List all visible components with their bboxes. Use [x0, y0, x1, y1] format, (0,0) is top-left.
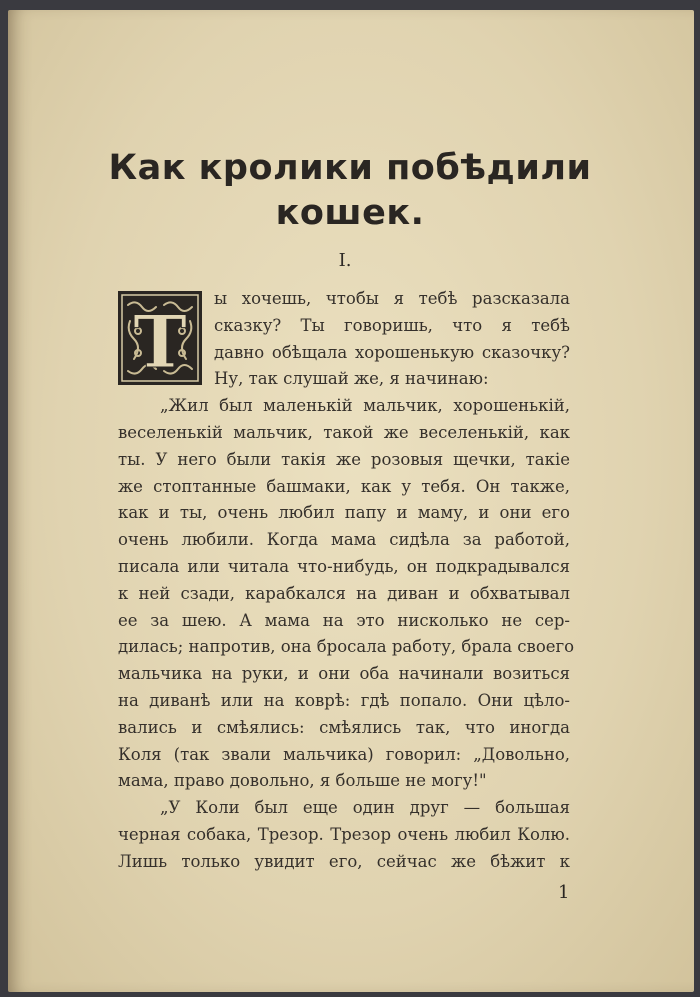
story-text: [118, 286, 575, 876]
text-line: веселенькій мальчик, такой же веселенькій, как: [118, 422, 570, 442]
text-line: вались и смѣялись: смѣялись так, что иногда: [118, 717, 570, 737]
text-line: Коля (так звали мальчика) говорил: „Довольно,: [118, 744, 570, 764]
text-line: мальчика на руки, и они оба начинали возиться: [118, 664, 570, 684]
text-line: писала или читала что-нибудь, он подкрадывался: [118, 556, 570, 576]
text-line: черная собака, Трезор. Трезор очень любил Колю.: [118, 824, 570, 844]
text-line: на диванѣ или на коврѣ: гдѣ попало. Они цѣло-: [118, 690, 570, 710]
page-number: 1: [558, 882, 570, 903]
text-line: „Жил был маленькій мальчик, хорошенькій,: [160, 396, 570, 416]
text-line: дилась; напротив, она бросала работу, брала своего: [118, 637, 575, 657]
text-line: давно обѣщала хорошенькую сказочку?: [214, 342, 570, 362]
chapter-number: I.: [338, 250, 352, 271]
text-line: ы хочешь, чтобы я тебѣ разсказала: [214, 289, 570, 308]
text-line: ты. У него были такія же розовыя щечки, такіе: [118, 449, 570, 469]
text-line: Ну, так слушай же, я начинаю:: [214, 369, 489, 389]
text-line: как и ты, очень любил папу и маму, и они его: [118, 503, 570, 523]
text-line: мама, право довольно, я больше не могу!": [118, 771, 487, 791]
text-line: „У Коли был еще один друг — большая: [160, 798, 570, 818]
text-line: очень любили. Когда мама сидѣла за работой,: [118, 530, 570, 550]
text-line: ее за шею. А мама на это нисколько не сер-: [118, 610, 570, 630]
story-title-line-1: Как кролики побѣдили: [108, 148, 592, 188]
text-line: Лишь только увидит его, сейчас же бѣжит к: [118, 851, 570, 871]
dropcap-letter: Т: [133, 299, 187, 384]
text-line: сказку? Ты говоришь, что я тебѣ: [214, 315, 570, 335]
text-line: к ней сзади, карабкался на диван и обхватывал: [118, 583, 570, 603]
text-line: же стоптанные башмаки, как у тебя. Он также,: [118, 476, 570, 496]
story-title-line-2: кошек.: [275, 193, 425, 233]
